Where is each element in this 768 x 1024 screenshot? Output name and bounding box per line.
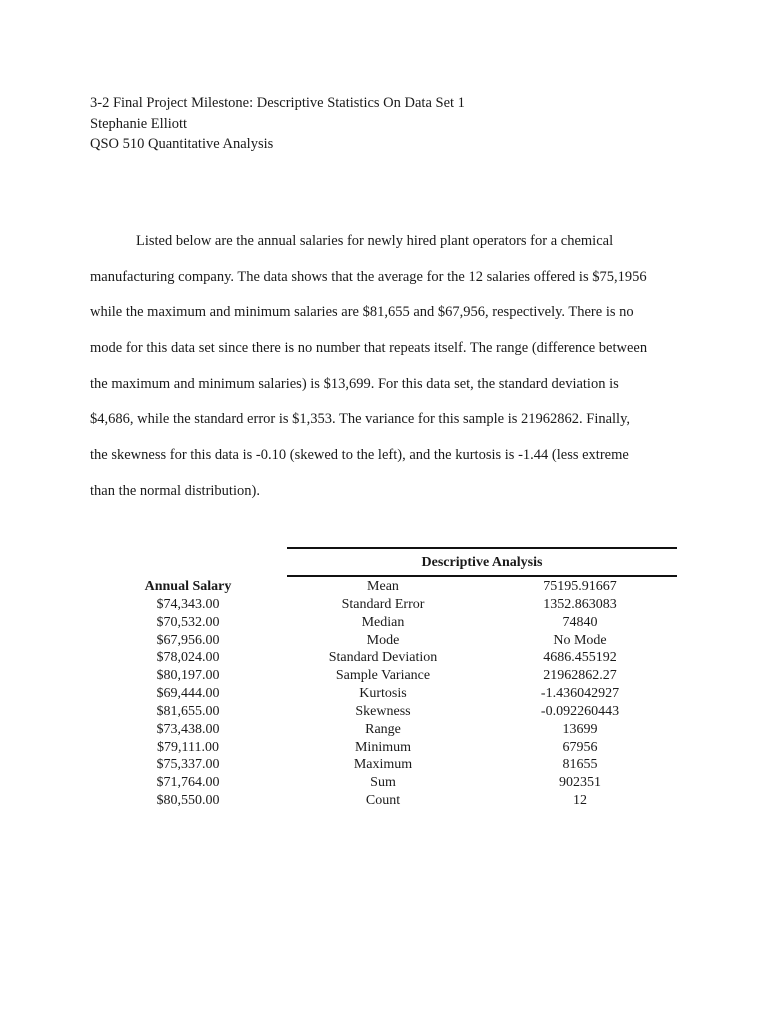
stat-label: Kurtosis: [359, 686, 407, 702]
stat-label: Maximum: [353, 757, 413, 773]
stat-value: 74840: [562, 614, 598, 630]
descriptive-analysis-header: Descriptive Analysis: [421, 555, 543, 570]
course-name: QSO 510 Quantitative Analysis: [90, 136, 274, 152]
salary-cell: $80,550.00: [156, 793, 220, 809]
stat-value: 75195.91667: [543, 579, 617, 594]
salary-cell: $80,197.00: [156, 668, 220, 684]
stat-label: Sum: [370, 775, 396, 791]
paragraph-line: Listed below are the annual salaries for newly hired plant operators for a chemical: [136, 233, 614, 249]
paragraph-line: than the normal distribution).: [90, 482, 260, 499]
stat-label: Sample Variance: [335, 668, 431, 684]
salary-cell: $69,444.00: [156, 686, 220, 702]
document-title: 3-2 Final Project Milestone: Descriptive Statistics On Data Set 1: [90, 95, 465, 111]
paragraph-line: manufacturing company. The data shows that the average for the 12 salaries offered is $75,1956: [90, 268, 647, 285]
author-name: Stephanie Elliott: [90, 115, 188, 132]
salary-cell: $75,337.00: [156, 757, 220, 773]
stat-value: 902351: [559, 775, 601, 791]
stat-label: Skewness: [355, 703, 411, 719]
stat-value: 1352.863083: [543, 596, 617, 612]
salary-cell: $78,024.00: [156, 650, 220, 666]
paragraph-line: the maximum and minimum salaries) is $13,699. For this data set, the standard deviation is: [90, 375, 619, 392]
stat-label: Mean: [367, 579, 399, 594]
table-header-rule: [287, 575, 677, 577]
salary-cell: $70,532.00: [156, 614, 220, 630]
salary-cell: $71,764.00: [156, 775, 220, 791]
salary-column: [118, 578, 258, 810]
stat-value: 13699: [562, 721, 598, 737]
stat-label-column: [303, 578, 463, 810]
stat-value: -1.436042927: [540, 686, 620, 702]
salary-cell: $67,956.00: [156, 632, 220, 648]
salary-cell: $81,655.00: [156, 703, 220, 719]
stat-value: -0.092260443: [540, 703, 620, 719]
stat-value: 67956: [562, 739, 598, 755]
stat-label: Median: [361, 614, 405, 630]
paragraph-line: the skewness for this data is -0.10 (skewed to the left), and the kurtosis is -1.44 (less extreme: [90, 447, 629, 464]
stat-label: Mode: [366, 632, 400, 648]
stat-label: Count: [365, 793, 401, 809]
stat-label: Minimum: [354, 739, 411, 755]
paragraph-line: mode for this data set since there is no number that repeats itself. The range (difference between: [90, 340, 648, 357]
stat-label: Standard Error: [341, 596, 425, 612]
paragraph-line: $4,686, while the standard error is $1,353. The variance for this sample is 21962862. Finally,: [90, 411, 631, 428]
salary-cell: $79,111.00: [157, 739, 219, 755]
salary-column-header: Annual Salary: [144, 579, 232, 594]
salary-cell: $73,438.00: [156, 721, 220, 737]
stat-label: Standard Deviation: [328, 650, 438, 666]
stat-value: No Mode: [553, 632, 607, 648]
stat-value: 21962862.27: [543, 668, 617, 684]
salary-cell: $74,343.00: [156, 596, 220, 612]
stat-label: Range: [365, 721, 401, 737]
stat-value: 4686.455192: [543, 650, 617, 666]
stat-value-column: [490, 578, 670, 810]
paragraph-line: while the maximum and minimum salaries are $81,655 and $67,956, respectively. There is no: [90, 304, 634, 321]
table-top-rule: [287, 547, 677, 549]
stat-value: 12: [573, 793, 587, 809]
stat-value: 81655: [562, 757, 598, 773]
